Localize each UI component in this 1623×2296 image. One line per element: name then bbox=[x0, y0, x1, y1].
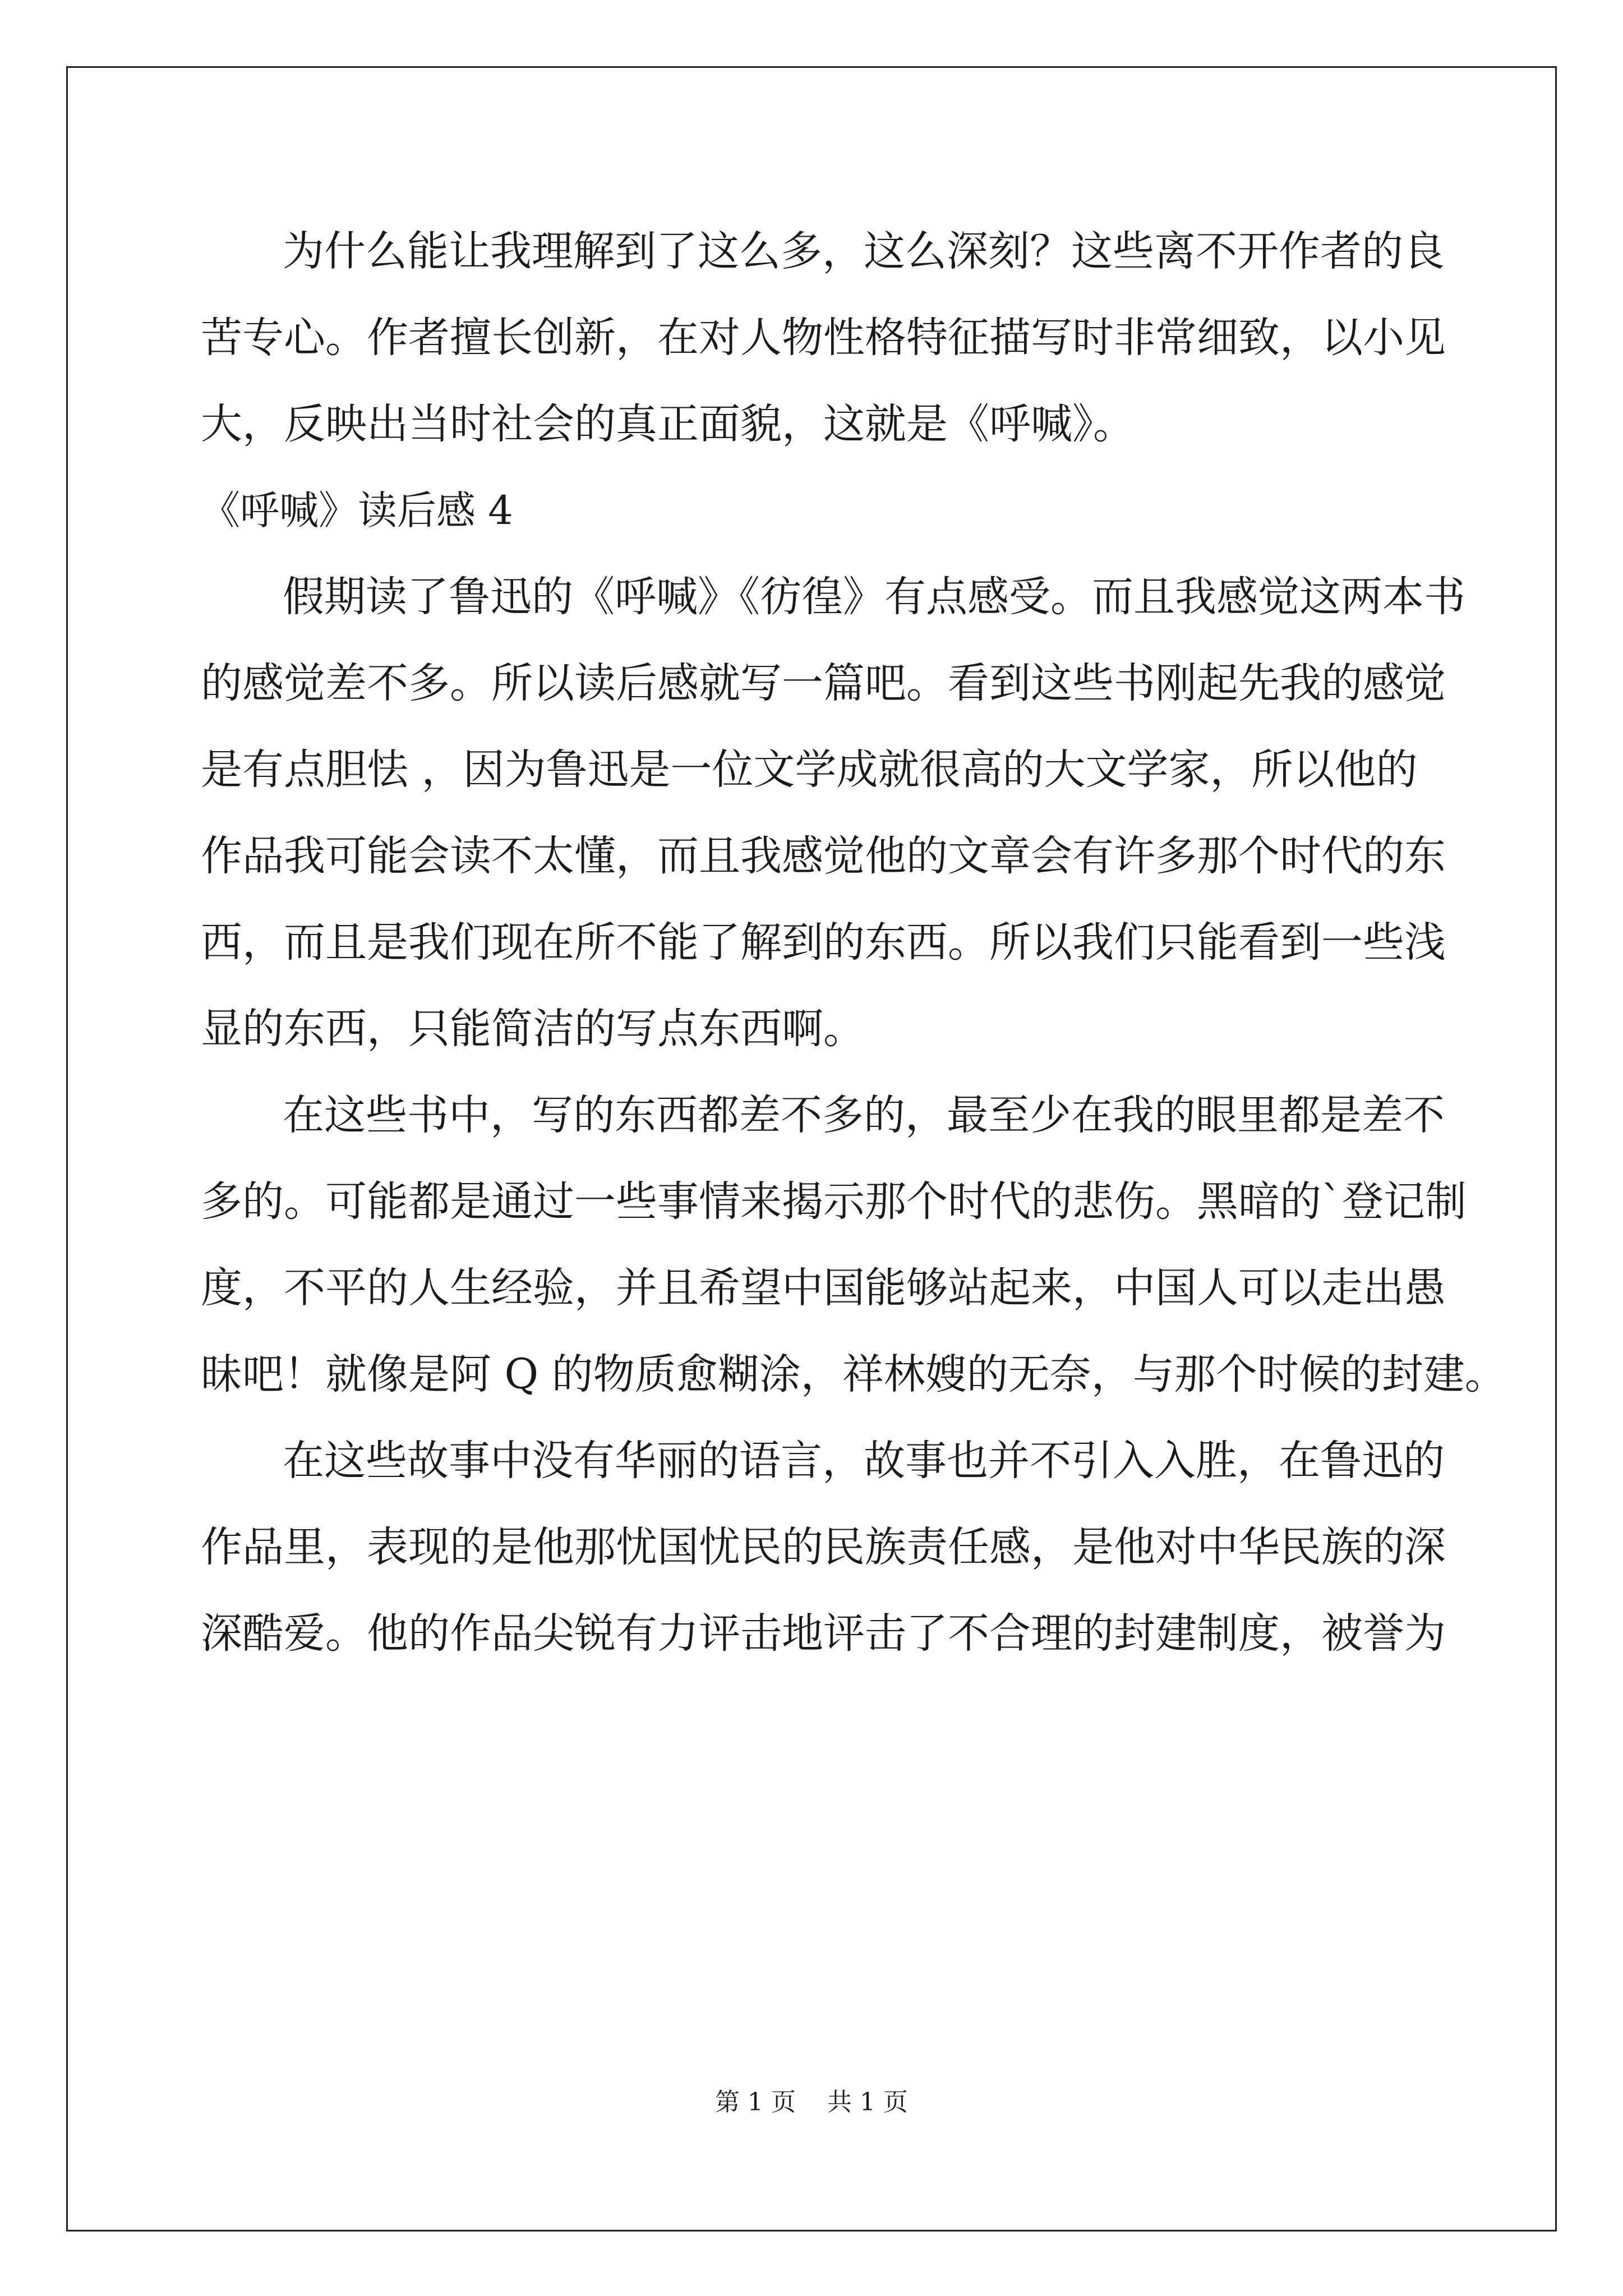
text-line: 在这些书中，写的东西都差不多的，最至少在我的眼里都是差不 bbox=[283, 1091, 1445, 1139]
text-line: 的感觉差不多。所以读后感就写一篇吧。看到这些书刚起先我的感觉 bbox=[201, 659, 1446, 707]
text-line: 是有点胆怯 ，因为鲁迅是一位文学成就很高的大文学家，所以他的 bbox=[201, 746, 1418, 794]
text-line: 假期读了鲁迅的《呼喊》《彷徨》有点感受。而且我感觉这两本书 bbox=[283, 573, 1465, 621]
text-line: 深酷爱。他的作品尖锐有力评击地评击了不合理的封建制度，被誉为 bbox=[201, 1609, 1446, 1658]
text-line: 西，而且是我们现在所不能了解到的东西。所以我们只能看到一些浅 bbox=[201, 918, 1446, 967]
text-line: 苦专心。作者擅长创新，在对人物性格特征描写时非常细致，以小见 bbox=[201, 314, 1446, 362]
section-heading: 《呼喊》读后感 4 bbox=[201, 487, 513, 533]
text-line: 昧吧！就像是阿 Q 的物质愈糊涂，祥林嫂的无奈，与那个时候的封建。 bbox=[201, 1350, 1506, 1398]
text-line: 作品里，表现的是他那忧国忧民的民族责任感，是他对中华民族的深 bbox=[201, 1523, 1446, 1571]
text-line: 在这些故事中没有华丽的语言，故事也并不引入入胜，在鲁迅的 bbox=[283, 1437, 1445, 1485]
text-line: 显的东西，只能简洁的写点东西啊。 bbox=[201, 1005, 865, 1053]
text-line: 大，反映出当时社会的真正面貌，这就是《呼喊》。 bbox=[201, 400, 1135, 448]
text-line: 为什么能让我理解到了这么多，这么深刻？这些离不开作者的良 bbox=[283, 227, 1445, 275]
text-line: 度，不平的人生经验，并且希望中国能够站起来，中国人可以走出愚 bbox=[201, 1264, 1446, 1312]
text-line: 作品我可能会读不太懂，而且我感觉他的文章会有许多那个时代的东 bbox=[201, 832, 1446, 880]
page-footer: 第 1 页 共 1 页 bbox=[715, 2088, 908, 2116]
text-line: 多的。可能都是通过一些事情来揭示那个时代的悲伤。黑暗的`登记制 bbox=[201, 1177, 1467, 1226]
